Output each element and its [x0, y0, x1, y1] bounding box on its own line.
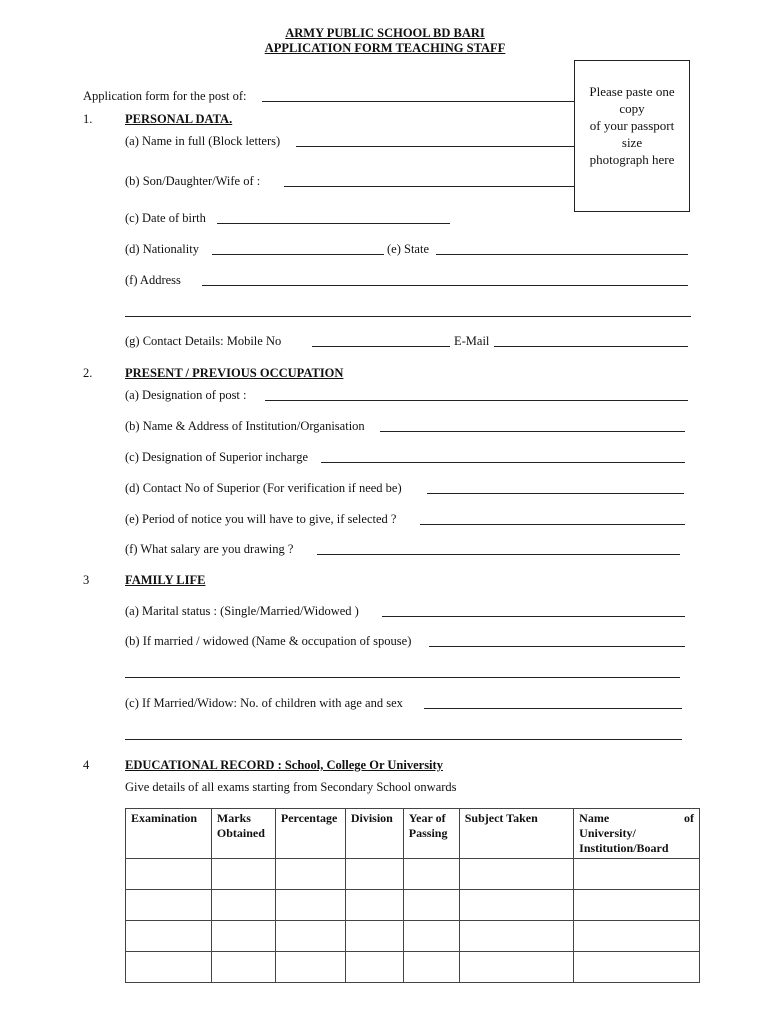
table-header-row	[126, 809, 700, 859]
column-header-part: Name	[579, 811, 610, 825]
table-cell[interactable]	[275, 921, 345, 952]
spouse-field[interactable]	[429, 646, 685, 647]
column-header-part: University/ Institution/Board	[579, 826, 669, 855]
email-field[interactable]	[494, 346, 688, 347]
table-row	[126, 921, 700, 952]
family-heading: FAMILY LIFE	[125, 573, 206, 587]
state-label: (e) State	[387, 242, 429, 256]
address-label: (f) Address	[125, 273, 181, 287]
address-field-line-2[interactable]	[125, 316, 691, 317]
marital-field[interactable]	[382, 616, 685, 617]
column-header-part: of	[684, 811, 694, 825]
nationality-field[interactable]	[212, 254, 384, 255]
table-cell[interactable]	[403, 890, 459, 921]
column-header: Marks Obtained	[211, 809, 275, 859]
notice-field[interactable]	[420, 524, 685, 525]
education-instruction: Give details of all exams starting from Secondary School onwards	[125, 780, 457, 794]
table-cell[interactable]	[126, 921, 212, 952]
column-header: Year of Passing	[403, 809, 459, 859]
table-cell[interactable]	[345, 859, 403, 890]
superior-label: (c) Designation of Superior incharge	[125, 450, 309, 464]
dob-label: (c) Date of birth	[125, 211, 206, 225]
photo-box	[574, 60, 690, 212]
section-number: 3	[83, 573, 90, 587]
table-cell[interactable]	[574, 859, 700, 890]
email-label: E-Mail	[454, 334, 490, 348]
section-number: 4	[83, 758, 90, 772]
dob-field[interactable]	[217, 223, 450, 224]
relation-label: (b) Son/Daughter/Wife of :	[125, 174, 261, 188]
table-cell[interactable]	[211, 921, 275, 952]
spouse-field-line-2[interactable]	[125, 677, 680, 678]
column-header: Percentage	[275, 809, 345, 859]
designation-label: (a) Designation of post :	[125, 388, 247, 402]
section-number: 1.	[83, 112, 93, 126]
personal-data-heading: PERSONAL DATA.	[125, 112, 233, 126]
table-cell[interactable]	[403, 952, 459, 983]
photo-box-line: copy	[619, 101, 645, 116]
table-cell[interactable]	[403, 859, 459, 890]
school-title: ARMY PUBLIC SCHOOL BD BARI	[285, 26, 485, 40]
table-cell[interactable]	[126, 859, 212, 890]
column-header: Division	[345, 809, 403, 859]
relation-field[interactable]	[284, 186, 574, 187]
table-cell[interactable]	[403, 921, 459, 952]
table-cell[interactable]	[459, 952, 573, 983]
table-cell[interactable]	[211, 890, 275, 921]
notice-label: (e) Period of notice you will have to give, if selected ?	[125, 512, 397, 526]
institution-field[interactable]	[380, 431, 685, 432]
spouse-label: (b) If married / widowed (Name & occupation of spouse)	[125, 634, 412, 648]
table-cell[interactable]	[345, 952, 403, 983]
mobile-field[interactable]	[312, 346, 450, 347]
superior-contact-label: (d) Contact No of Superior (For verification if need be)	[125, 481, 402, 495]
column-header: Examination	[126, 809, 212, 859]
occupation-heading: PRESENT / PREVIOUS OCCUPATION	[125, 366, 344, 380]
table-cell[interactable]	[126, 890, 212, 921]
designation-field[interactable]	[265, 400, 688, 401]
state-field[interactable]	[436, 254, 688, 255]
photo-box-line: size	[621, 135, 643, 150]
form-title: APPLICATION FORM TEACHING STAFF	[264, 41, 506, 55]
section-number: 2.	[83, 366, 93, 380]
table-cell[interactable]	[275, 890, 345, 921]
table-cell[interactable]	[211, 952, 275, 983]
table-cell[interactable]	[345, 890, 403, 921]
table-cell[interactable]	[459, 890, 573, 921]
column-header	[574, 809, 700, 859]
institution-label: (b) Name & Address of Institution/Organisation	[125, 419, 365, 433]
table-cell[interactable]	[459, 859, 573, 890]
table-cell[interactable]	[345, 921, 403, 952]
table-row	[126, 952, 700, 983]
post-field[interactable]	[262, 101, 574, 102]
table-cell[interactable]	[574, 890, 700, 921]
table-row	[126, 890, 700, 921]
address-field[interactable]	[202, 285, 688, 286]
superior-contact-field[interactable]	[427, 493, 684, 494]
salary-label: (f) What salary are you drawing ?	[125, 542, 294, 556]
table-cell[interactable]	[275, 952, 345, 983]
table-cell[interactable]	[211, 859, 275, 890]
education-table	[125, 808, 700, 983]
table-cell[interactable]	[126, 952, 212, 983]
photo-box-line: photograph here	[589, 152, 675, 167]
photo-box-line: of your passport	[589, 118, 675, 133]
table-cell[interactable]	[459, 921, 573, 952]
education-heading: EDUCATIONAL RECORD : School, College Or University	[125, 758, 443, 772]
table-cell[interactable]	[574, 952, 700, 983]
photo-box-line: Please paste one	[589, 84, 675, 99]
name-field[interactable]	[296, 146, 574, 147]
column-header: Subject Taken	[459, 809, 573, 859]
superior-field[interactable]	[321, 462, 685, 463]
mobile-label: (g) Contact Details: Mobile No	[125, 334, 282, 348]
table-cell[interactable]	[275, 859, 345, 890]
post-label: Application form for the post of:	[83, 89, 247, 103]
marital-label: (a) Marital status : (Single/Married/Widowed )	[125, 604, 359, 618]
children-field-line-2[interactable]	[125, 739, 682, 740]
nationality-label: (d) Nationality	[125, 242, 199, 256]
salary-field[interactable]	[317, 554, 680, 555]
name-label: (a) Name in full (Block letters)	[125, 134, 281, 148]
table-cell[interactable]	[574, 921, 700, 952]
table-row	[126, 859, 700, 890]
children-label: (c) If Married/Widow: No. of children with age and sex	[125, 696, 403, 710]
children-field[interactable]	[424, 708, 682, 709]
